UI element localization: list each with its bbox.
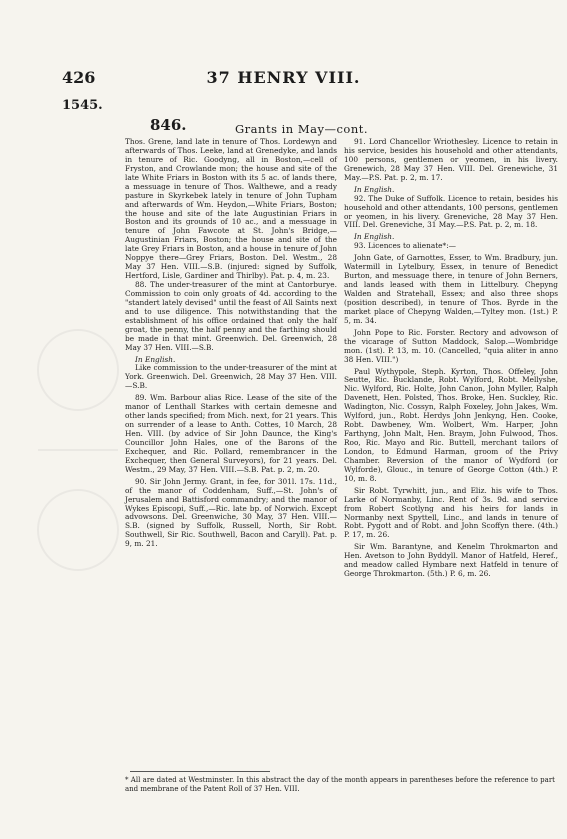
entry-92-text: 92. The Duke of Suffolk. Licence to retain, besides his household and other attendants, 100 persons, gentlemen or yeomen, in his livery. Greneviche, 28 May 37 Hen. VIII. Del. Greneviche, 31 May.—P.S. Pat. p. 2, m. 18.: [344, 193, 558, 230]
footnote-rule: [130, 771, 270, 772]
page-number: 426: [62, 68, 96, 87]
entry-92-note: In English.: [354, 232, 395, 242]
entry-93-licence-5: Sir Wm. Barantyne, and Kenelm Throkmarton and Hen. Avetson to John Byddyll. Manor of Hatfeld, Heref., and meadow called Hymbare next Hatfeld in tenure of George Throkmarton. (5th.) P. 6, m. 26.: [344, 542, 558, 579]
entry-91-note: In English.: [354, 184, 395, 194]
entry-89-text: 89. Wm. Barbour alias Rice. Lease of the site of the manor of Lenthall Starkes with certain demesne and other lands specified; from Mich. next, for 21 years. This on surrender of a lease to Anth. Cottes, 10 March, 28 Hen. VIII. (by advice of Sir John Daunce, the King's Councillor John Hales, one of the Barons of the Exchequer, and Ric. Pollard, remembrancer in the Exchequer, then General Surveyors), for 21 years. Del. Westm., 29 May, 37 Hen. VIII.—S.B. Pat. p. 2, m. 20.: [125, 393, 337, 474]
entry-93-licence-3: Paul Wythypole, Steph. Kyrton, Thos. Offeley, John Seutte, Ric. Bucklande, Robt. Wylford, Robt. Mellyshe, Nic. Wylford, Ric. Holte, John Canon, John Myller, Ralph Davenett, Hen. Polsted, Thos. Broke, Hen. Suckley, Ric. Wadington, Nic. Cossyn, Ralph Foxeley, John Jakes, Wm. Wylford, jun., Robt. Herdys John Jenkyng, Hen. Cooke, Robt. Dawbeney, Wm. Wolbert, Wm. Harper, John Farthyng, John Malt, Hen. Braym, John Fulwood, Thos. Roo, Ric. Mayo and Ric. Buttell, merchant tailors of London, to Edmund Harman, groom of the Privy Chamber. Reversion of the manor of Wydford (or Wylforde), Glouc., in tenure of George Cotton (4th.) P. 10, m. 8.: [344, 366, 558, 483]
left-column: [125, 138, 337, 552]
footnote: * All are dated at Westminster. In this abstract the day of the month appears in parentheses before the reference to part and membrane of the Patent Roll of 37 Hen. VIII.: [125, 776, 555, 793]
entry-88-continuation: Like commission to the under-treasurer of the mint at York. Greenwich. Del. Greenwich, 28 May 37 Hen. VIII.—S.B.: [125, 363, 337, 391]
section-title: Grants in May—cont.: [235, 122, 369, 136]
entry-93-heading: 93. Licences to alienate*:—: [354, 241, 457, 251]
entry-88-note: In English.: [135, 354, 176, 364]
entry-93-licence-4: Sir Robt. Tyrwhitt, jun., and Eliz. his wife to Thos. Larke of Normanby, Linc. Rent of 3s. 9d. and service from Robert Scotlyng and his heirs for lands in Normanby next Spyttell, Linc., and lands in tenure of Robt. Pygott and of Robt. and John Scoffyn there. (4th.) P. 17, m. 26.: [344, 485, 558, 540]
entry-93-licence-2: John Pope to Ric. Forster. Rectory and advowson of the vicarage of Sutton Maddock, Salop.—Wombridge mon. (1st). P. 13, m. 10. (Cancelled, "quia aliter in anno 38 Hen. VIII."): [344, 327, 558, 364]
entry-number: 846.: [150, 116, 187, 134]
entry-90-text: 90. Sir John Jermy. Grant, in fee, for 301l. 17s. 11d., of the manor of Coddenham, Suff.,—St. John's of Jerusalem and Battisford commandry; and the manor of Wykes Episcopi, Suff.,—Ric. late bp. of Norwich. Except advowsons. Del. Greenwiche, 30 May, 37 Hen. VIII.—S.B. (signed by Suffolk, Russell, North, Sir Robt. Southwell, Sir Ric. Southwell, Bacon and Caryll). Pat. p. 9, m. 21.: [125, 476, 337, 549]
library-watermark: [18, 300, 138, 600]
margin-year: 1545.: [62, 98, 103, 113]
right-column: [344, 138, 558, 582]
running-title: 37 HENRY VIII.: [206, 68, 361, 87]
entry-93-licence-1: John Gate, of Garnottes, Esser, to Wm. Bradbury, jun. Watermill in Lytelbury, Essex, in tenure of Benedict Burton, and messuage there, in tenure of John Berners, and lands leased with them in Littelbury. Chepyng Walden and Stratehall, Essex; and also three shops (position described), in tenure of Thos. Byrde in the market place of Chepyng Walden,—Tyltey mon. (1st.) P. 5, m. 34.: [344, 253, 558, 325]
entry-91-text: 91. Lord Chancellor Wriothesley. Licence to retain in his service, besides his household and other attendants, 100 persons, gentlemen or yeomen, in his livery. Grenewich, 28 May 37 Hen. VIII. Del. Grenewiche, 31 May.—P.S. Pat. p. 2, m. 17.: [344, 137, 558, 182]
entry-846-text: Thos. Grene, land late in tenure of Thos. Lordewyn and afterwards of Thos. Leeke, land at Grenedyke, and lands in tenure of Ric. Goodyng, all in Boston,—cell of Fryston, and Crowlande mon; the house and site of the late White Friars in Boston with its 5 ac. of lands there, a messuage in tenure of Thos. Walthewe, and a ready pasture in Skyrkebek lately in tenure of John Tupham and afterwards of Wm. Heydon,—White Friars, Boston; the house and site of the late Augustinian Friars in Boston and its grounds of 10 ac., and a messuage in tenure of John Fawcote at St. John's Bridge,—Augustinian Friars, Boston; the house and site of the late Grey Friars in Boston, and a house in tenure of John Noppye there—Grey Friars, Boston. Del. Westm., 28 May 37 Hen. VIII.—S.B. (injured: signed by Suffolk, Hertford, Lisle, Gardiner and Thirlby). Pat. p. 4, m. 23.: [125, 137, 337, 281]
entry-88-text: 88. The under-treasurer of the mint at Cantorburye. Commission to coin only groats of 4d. according to the "standert lately devised" until the feast of All Saints next and to use diligence. This notwithstanding that the establishment of his office ordained that only the half groat, the penny, the half penny and the farthing should be made in that mint. Greenwich. Del. Greenwich, 28 May 37 Hen. VIII.—S.B.: [125, 280, 337, 352]
